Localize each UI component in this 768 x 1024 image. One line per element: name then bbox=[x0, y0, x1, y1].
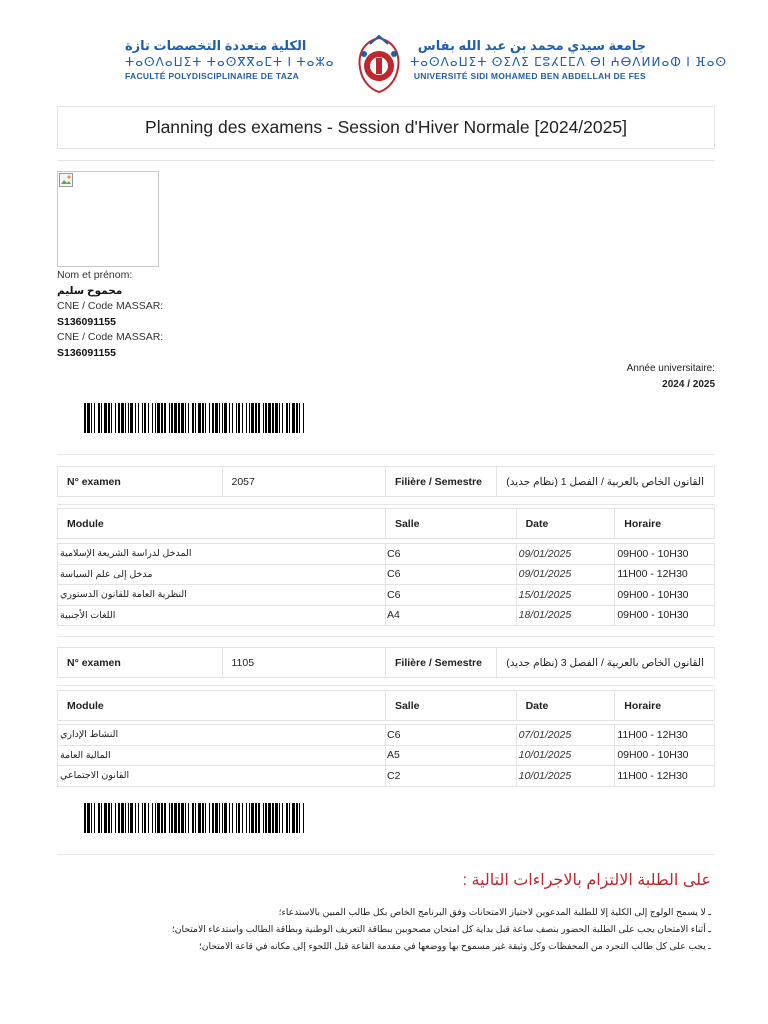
university-name-french: UNIVERSITÉ SIDI MOHAMED BEN ABDELLAH DE FES bbox=[413, 71, 646, 81]
column-header-salle: Salle bbox=[386, 691, 517, 720]
university-name-block bbox=[410, 38, 727, 82]
student-photo bbox=[57, 171, 159, 267]
university-name-tifinagh: ⵜⴰⵙⴷⴰⵡⵉⵜ ⵙⵉⴷⵉ ⵎⵓⵃⵎⵎⴷ ⴱⵏ ⵄⴱⴷⵍⵍⴰⵀ ⵏ ⴼⴰⵙ bbox=[410, 55, 727, 69]
table-row bbox=[57, 565, 715, 586]
date-cell: 15/01/2025 bbox=[517, 585, 616, 605]
horaire-cell: 11H00 - 12H30 bbox=[617, 728, 688, 741]
module-cell: النظرية العامة للقانون الدستوري bbox=[60, 589, 187, 601]
module-table-body bbox=[57, 543, 715, 626]
divider bbox=[57, 504, 715, 505]
date-cell: 18/01/2025 bbox=[517, 606, 616, 626]
cne-value: S136091155 bbox=[57, 315, 116, 328]
salle-cell: A5 bbox=[386, 746, 517, 766]
page-title-box bbox=[57, 106, 715, 149]
page-header bbox=[0, 0, 768, 100]
cne-label: CNE / Code MASSAR: bbox=[57, 300, 164, 312]
broken-image-icon bbox=[59, 173, 73, 187]
filiere-value: القانون الخاص بالعربية / الفصل 1 (نظام جديد) bbox=[506, 475, 704, 488]
instruction-item: ـ أثناء الامتحان يجب على الطلبة الحضور بنصف ساعة قبل بداية كل امتحان مصحوبين ببطاقة التعريف الوطنية وبطاقة الطالب واستدعاء الامتحان؛ bbox=[171, 924, 711, 934]
university-logo-icon bbox=[352, 34, 406, 96]
cne-value: S136091155 bbox=[57, 346, 116, 359]
filiere-label: Filière / Semestre bbox=[386, 467, 497, 496]
horaire-cell: 11H00 - 12H30 bbox=[617, 769, 688, 782]
exam-number-label: N° examen bbox=[58, 467, 223, 496]
date-cell: 09/01/2025 bbox=[517, 544, 616, 564]
column-header-horaire: Horaire bbox=[624, 699, 662, 712]
module-table-header bbox=[57, 508, 715, 539]
exam-header bbox=[57, 647, 715, 678]
horaire-cell: 09H00 - 10H30 bbox=[617, 609, 689, 622]
table-row bbox=[57, 544, 715, 565]
faculty-name-tifinagh: ⵜⴰⵙⴷⴰⵡⵉⵜ ⵜⴰⵙⴳⴳⴰⵎⵜ ⵏ ⵜⴰⵣⴰ bbox=[125, 55, 335, 69]
module-table-header bbox=[57, 690, 715, 721]
module-cell: القانون الاجتماعي bbox=[60, 770, 130, 782]
academic-year-value: 2024 / 2025 bbox=[662, 378, 715, 390]
exam-number-value: 2057 bbox=[223, 467, 387, 496]
table-row bbox=[57, 585, 715, 606]
module-cell: مدخل إلى علم السياسة bbox=[60, 568, 153, 580]
faculty-name-block bbox=[125, 38, 345, 82]
column-header-horaire: Horaire bbox=[624, 517, 662, 530]
module-cell: المدخل لدراسة الشريعة الإسلامية bbox=[60, 548, 192, 560]
exam-number-label: N° examen bbox=[58, 648, 223, 677]
date-cell: 09/01/2025 bbox=[517, 565, 616, 585]
filiere-value: القانون الخاص بالعربية / الفصل 3 (نظام جديد) bbox=[506, 656, 704, 669]
divider bbox=[57, 454, 715, 455]
column-header-module: Module bbox=[58, 691, 386, 720]
barcode bbox=[84, 403, 306, 433]
salle-cell: C6 bbox=[386, 544, 517, 564]
filiere-label: Filière / Semestre bbox=[386, 648, 497, 677]
salle-cell: C6 bbox=[386, 585, 517, 605]
academic-year bbox=[627, 361, 715, 392]
module-table-body bbox=[57, 724, 715, 787]
salle-cell: C6 bbox=[386, 565, 517, 585]
page-title: Planning des examens - Session d'Hiver Normale [2024/2025] bbox=[145, 117, 627, 137]
name-value: محموح سليم bbox=[57, 284, 123, 297]
table-row bbox=[57, 606, 715, 627]
university-name-arabic: جامعة سيدي محمد بن عبد الله بفاس bbox=[417, 38, 646, 53]
salle-cell: A4 bbox=[386, 606, 517, 626]
faculty-name-arabic: الكلية متعددة التخصصات تازة bbox=[125, 38, 307, 53]
column-header-salle: Salle bbox=[386, 509, 517, 538]
column-header-date: Date bbox=[517, 691, 616, 720]
table-row bbox=[57, 766, 715, 787]
table-row bbox=[57, 746, 715, 767]
module-cell: المالية العامة bbox=[60, 749, 111, 761]
table-row bbox=[57, 725, 715, 746]
column-header-module: Module bbox=[58, 509, 386, 538]
instruction-item: ـ يجب على كل طالب التجرد من المحفظات وكل وثيقة غير مسموح بها ووضعها في مقدمة القاعة قبل اللجوء إلى مكانه في قاعة الامتحان؛ bbox=[198, 941, 711, 951]
name-label: Nom et prénom: bbox=[57, 269, 133, 281]
instruction-item: ـ لا يسمح الولوج إلى الكلية إلا للطلبة المدعوين لاجتياز الامتحانات وفق البرنامج الخاص بكل طالب المبين بالاستدعاء؛ bbox=[278, 907, 711, 917]
salle-cell: C2 bbox=[386, 766, 517, 786]
salle-cell: C6 bbox=[386, 725, 517, 745]
divider bbox=[57, 685, 715, 686]
divider bbox=[57, 854, 715, 855]
horaire-cell: 11H00 - 12H30 bbox=[617, 568, 688, 581]
exam-number-value: 1105 bbox=[223, 648, 387, 677]
academic-year-label: Année universitaire: bbox=[626, 363, 715, 374]
cne-label: CNE / Code MASSAR: bbox=[57, 331, 164, 343]
divider bbox=[57, 160, 715, 161]
column-header-date: Date bbox=[517, 509, 616, 538]
divider bbox=[57, 636, 715, 637]
exam-header bbox=[57, 466, 715, 497]
horaire-cell: 09H00 - 10H30 bbox=[617, 588, 689, 601]
date-cell: 07/01/2025 bbox=[517, 725, 616, 745]
horaire-cell: 09H00 - 10H30 bbox=[617, 547, 689, 560]
module-cell: النشاط الإداري bbox=[60, 729, 119, 741]
faculty-name-french: FACULTÉ POLYDISCIPLINAIRE DE TAZA bbox=[125, 71, 300, 81]
date-cell: 10/01/2025 bbox=[517, 766, 616, 786]
date-cell: 10/01/2025 bbox=[517, 746, 616, 766]
module-cell: اللغات الأجنبية bbox=[60, 609, 116, 621]
horaire-cell: 09H00 - 10H30 bbox=[617, 749, 689, 762]
barcode bbox=[84, 803, 306, 833]
student-info bbox=[57, 268, 357, 361]
instructions-title: على الطلبة الالتزام بالاجراءات التالية : bbox=[462, 872, 711, 889]
